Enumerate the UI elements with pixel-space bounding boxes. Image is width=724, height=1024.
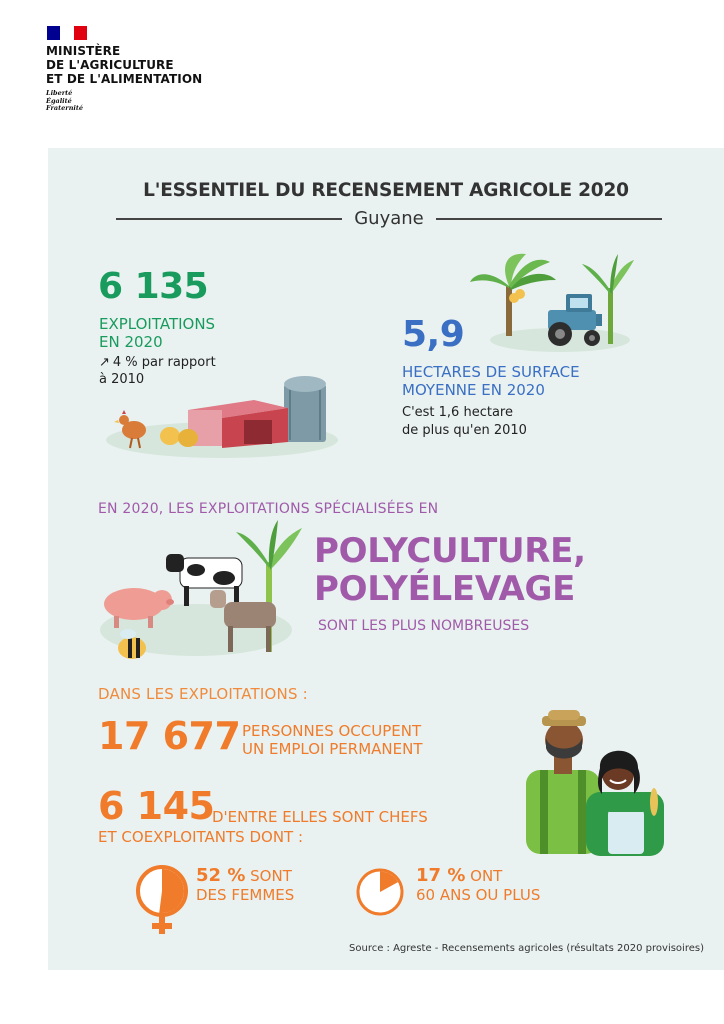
region-subtitle: Guyane	[354, 208, 424, 229]
motto-egalite: Égalité	[46, 96, 72, 105]
farmers-illustration	[522, 708, 666, 856]
ministry-name	[46, 44, 236, 86]
specialisation-highlight-1: POLYCULTURE,	[314, 531, 586, 571]
surface-note-line1: C'est 1,6 hectare	[402, 405, 513, 420]
exploitations-change-line2: à 2010	[99, 372, 145, 387]
surface-note	[402, 404, 602, 440]
motto-liberte: Liberté	[46, 89, 73, 97]
persons-label	[242, 722, 482, 758]
surface-label-line1: HECTARES DE SURFACE	[402, 363, 580, 381]
emploi-intro: DANS LES EXPLOITATIONS :	[98, 685, 308, 703]
trend-up-icon: ↗	[99, 355, 110, 370]
surface-label-line2: MOYENNE EN 2020	[402, 381, 545, 399]
female-stat-line2: DES FEMMES	[196, 886, 295, 904]
specialisation-intro: EN 2020, LES EXPLOITATIONS SPÉCIALISÉES EN	[98, 501, 439, 517]
exploitations-number: 6 135	[98, 266, 209, 307]
persons-number: 17 677	[98, 714, 241, 758]
female-pct: 52 %	[196, 865, 246, 886]
exploitations-change-line1: 4 % par rapport	[112, 355, 216, 370]
surface-label	[402, 363, 642, 399]
specialisation-highlight-2: POLYÉLEVAGE	[314, 569, 576, 609]
age-stat	[416, 866, 540, 905]
subtitle-rule-right	[436, 218, 662, 220]
animals-illustration	[96, 518, 308, 676]
ministry-logo	[46, 26, 236, 113]
chefs-label-line1: D'ENTRE ELLES SONT CHEFS	[212, 808, 428, 826]
infographic-panel	[48, 148, 724, 970]
age-stat-line2: 60 ANS OU PLUS	[416, 886, 541, 904]
ministry-line-1: MINISTÈRE	[46, 44, 121, 58]
persons-label-line2: UN EMPLOI PERMANENT	[242, 740, 423, 758]
subtitle-row	[116, 208, 662, 229]
page-title: L'ESSENTIEL DU RECENSEMENT AGRICOLE 2020	[143, 180, 629, 201]
exploitations-label-line1: EXPLOITATIONS	[99, 315, 216, 333]
age-pct: 17 %	[416, 865, 466, 886]
french-flag-icon	[47, 26, 87, 40]
age-stat-line1: ONT	[470, 867, 503, 885]
ministry-line-3: ET DE L'ALIMENTATION	[46, 72, 203, 86]
female-stat-line1: SONT	[250, 867, 292, 885]
chefs-label-line2: ET COEXPLOITANTS DONT :	[98, 828, 304, 846]
subtitle-rule-left	[116, 218, 342, 220]
palm-tractor-illustration	[468, 248, 634, 356]
republic-motto	[46, 90, 236, 113]
specialisation-outro: SONT LES PLUS NOMBREUSES	[318, 618, 530, 634]
female-stat	[196, 866, 294, 905]
source-note: Source : Agreste - Recensements agricoles (résultats 2020 provisoires)	[349, 943, 704, 954]
female-symbol-icon	[132, 864, 192, 936]
persons-label-line1: PERSONNES OCCUPENT	[242, 722, 422, 740]
surface-note-line2: de plus qu'en 2010	[402, 423, 527, 438]
pie-60plus-icon	[354, 866, 406, 918]
ministry-line-2: DE L'AGRICULTURE	[46, 58, 174, 72]
surface-number: 5,9	[402, 314, 465, 355]
exploitations-label	[99, 315, 289, 351]
motto-fraternite: Fraternité	[46, 104, 84, 112]
exploitations-label-line2: EN 2020	[99, 333, 163, 351]
farm-illustration	[104, 370, 340, 462]
chefs-number: 6 145	[98, 784, 215, 828]
